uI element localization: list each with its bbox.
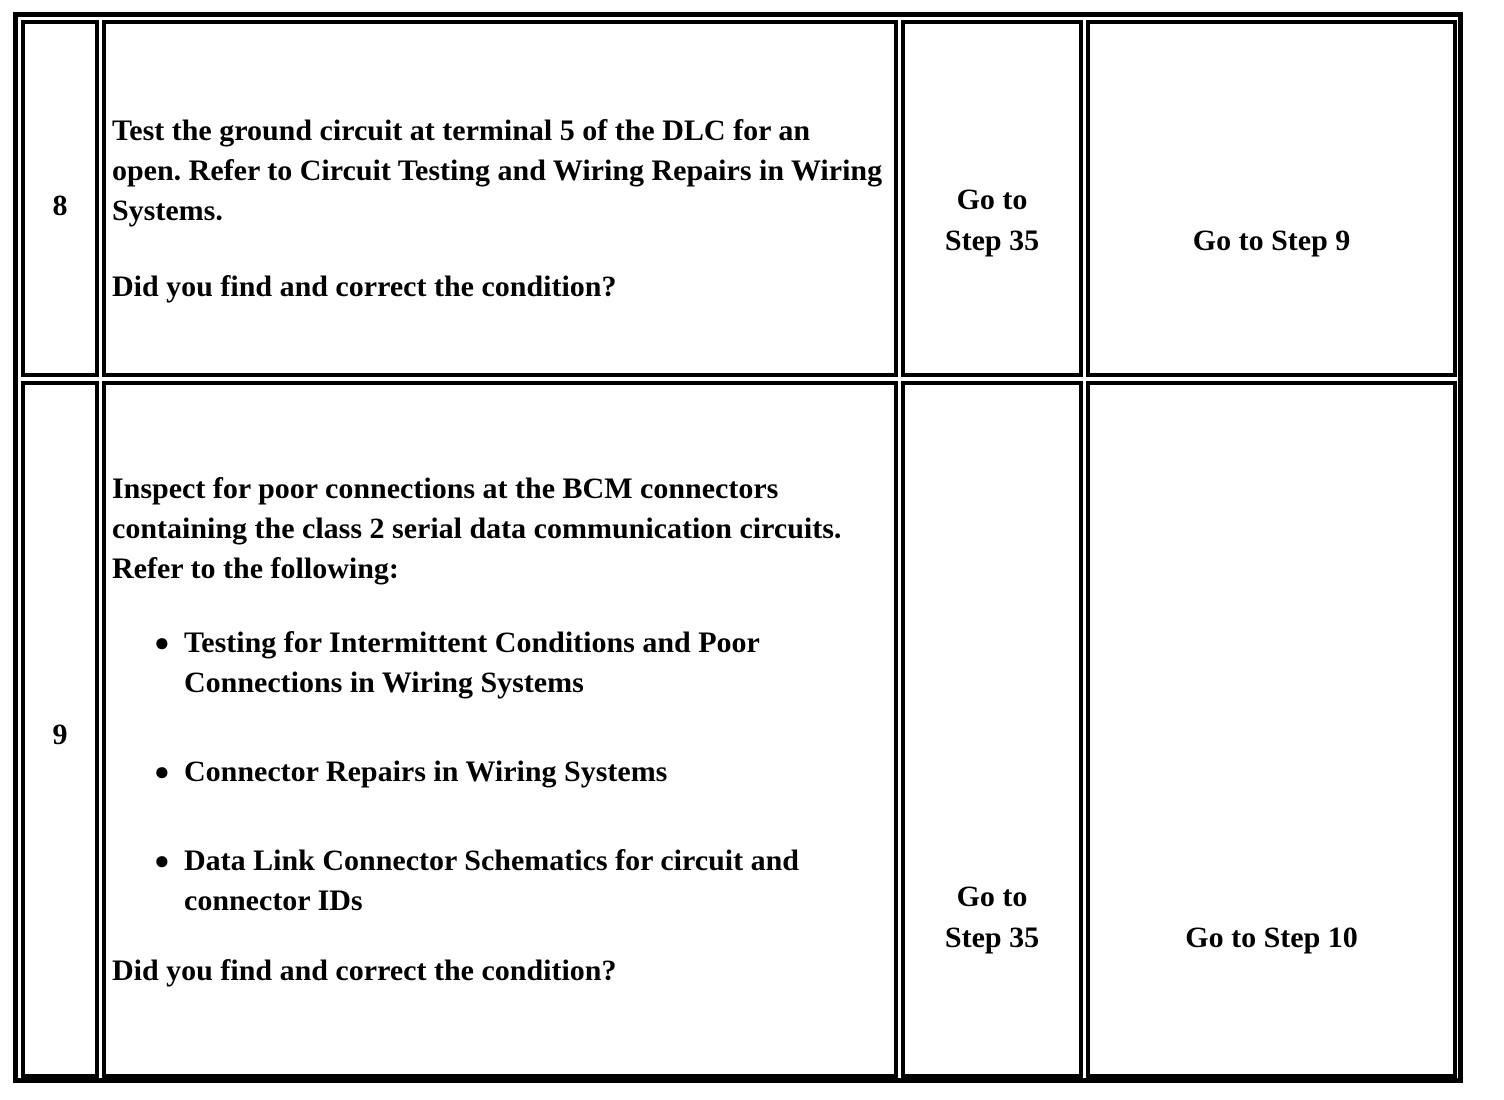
yes-cell-row-9 [901,381,1083,1078]
action-question: Did you find and correct the condition? [112,954,617,987]
no-cell-row-9 [1086,381,1457,1078]
yes-result-line1: Go to [956,880,1028,913]
action-text: Inspect for poor connections at the BCM connectors containing the class 2 serial data communication circuits. Refer to the following: [112,472,842,585]
no-result: Go to Step 10 [1185,921,1358,954]
yes-result-line2: Step 35 [944,921,1040,954]
bullet-icon: ● [154,846,170,875]
step-cell-row-9 [21,381,99,1078]
bullet-icon: ● [154,757,170,786]
reference-list-item: ● Connector Repairs in Wiring Systems [184,752,886,792]
action-cell-row-9 [102,381,898,1078]
no-result: Go to Step 9 [1192,224,1351,257]
reference-list [112,623,886,921]
action-question: Did you find and correct the condition? [112,270,617,303]
diagnostic-table [13,12,1463,1083]
action-text: Test the ground circuit at terminal 5 of the DLC for an open. Refer to Circuit Testing and Wiring Repairs in Wiring Systems. [112,114,883,227]
bullet-icon: ● [154,628,170,657]
reference-list-item: ● Data Link Connector Schematics for circuit and connector IDs [184,841,886,921]
action-cell-row-8 [102,20,898,377]
step-cell-row-8 [21,20,99,377]
yes-result-line1: Go to [956,183,1028,216]
step-number: 8 [52,189,68,222]
yes-cell-row-8 [901,20,1083,377]
no-cell-row-8 [1086,20,1457,377]
reference-list-item: ● Testing for Intermittent Conditions and Poor Connections in Wiring Systems [184,623,886,703]
step-number: 9 [52,718,68,751]
yes-result-line2: Step 35 [944,224,1040,257]
